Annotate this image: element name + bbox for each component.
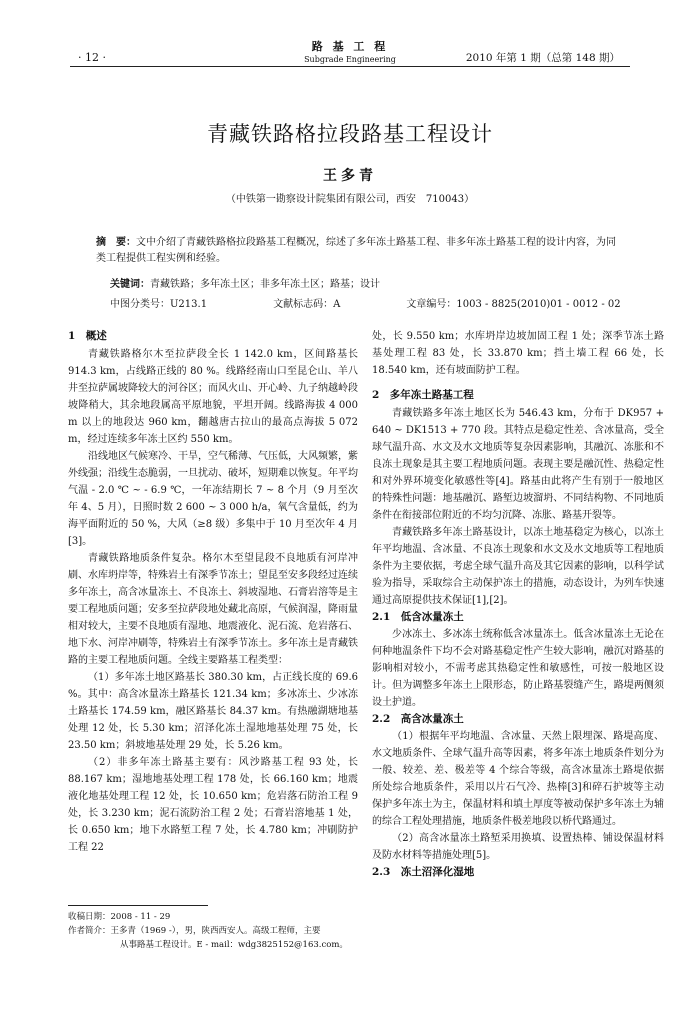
paragraph: 沿线地区气候寒冷、干旱，空气稀薄、气压低，大风频繁，紫外线强；沿线生态脆弱，一旦扰动、破坏，短期难以恢复。年平均气温 - 2.0 ℃ ~ - 6.9 ℃，一年冻结期长 7 ~ 8 个月（9 月至次年 4、5 月），日照时数 2 600 ~ 3 000 h/a，氧气含量低，约为海平面附近的 50 %，大风（≥8 级）多集中于 10 月至次年 4 月[3]。 [68, 451, 358, 547]
keywords-label: 关键词： [110, 279, 150, 290]
section-2-heading: 2 多年冻土路基工程 [372, 389, 474, 401]
author: 王多青 [323, 168, 377, 184]
journal-name-en: Subgrade Engineering [304, 55, 396, 64]
paragraph: （1）根据年平均地温、含冰量、天然上限埋深、路堤高度、水文地质条件、全球气温升高等因素，将多年冻土地质条件划分为一般、较差、差、极差等 4 个综合等级，高含冰量冻土路堤依据所处综合地质条件，采用以片石气冷、热棒[3]和碎石护坡等主动保护多年冻土为主，保温材料和填土厚度等被动保护多年冻土为辅的综合工程处理措施，地质条件极差地段以桥代路通过。 [372, 731, 664, 827]
classification-line [110, 295, 630, 310]
keywords [110, 275, 610, 290]
keywords-text: 青藏铁路；多年冻土区；非多年冻土区；路基；设计 [150, 279, 380, 290]
section-2-1-heading: 2.1 低含冰量冻土 [372, 611, 464, 623]
footnote [68, 910, 358, 952]
paragraph: （2）高含冰量冻土路堑采用换填、设置热棒、铺设保温材料及防水材料等措施处理[5]。 [372, 833, 664, 861]
affiliation: （中铁第一勘察设计院集团有限公司，西安 710043） [225, 194, 475, 205]
document-code: 文献标志码：A [273, 299, 341, 310]
section-1-heading: 1 概述 [68, 330, 107, 342]
right-column [372, 328, 664, 881]
paragraph: 青藏铁路多年冻土路基设计，以冻土地基稳定为核心，以冻土年平均地温、含冰量、不良冻土现象和水文及水文地质等工程地质条件为主要依据，考虑全球气温升高及其它因素的影响，以科学试验为指导，采取综合主动保护冻土的措施，动态设计，为列车快速通过高原提供技术保证[1],[2]。 [372, 527, 664, 606]
author-bio: 作者简介：王多青（1969 -），男，陕西西安人。高级工程师，主要 [68, 926, 321, 936]
clc-number: 中图分类号：U213.1 [110, 299, 208, 310]
article-number: 文章编号：1003 - 8825(2010)01 - 0012 - 02 [406, 299, 621, 310]
footnote-rule [68, 905, 208, 906]
paragraph: （2）非多年冻土路基主要有：风沙路基工程 93 处，长 88.167 km；湿地地基处理工程 178 处，长 66.160 km；地震液化地基处理工程 12 处，长 10.650 km；危岩落石防治工程 9 处，长 3.230 km；泥石流防治工程 2 处；石膏岩溶地基 1 处，长 0.650 km；地下水路堑工程 7 处，长 4.780 km；冲刷防护工程 22 [68, 757, 358, 853]
author-bio-cont: 从事路基工程设计。E - mail：wdg3825152@163.com。 [120, 940, 348, 950]
abstract [96, 235, 616, 267]
paragraph: 处，长 9.550 km；水库坍岸边坡加固工程 1 处；深季节冻土路基处理工程 83 处，长 33.870 km；挡土墙工程 66 处，长 18.540 km，还有坡面防护工程。 [372, 331, 664, 376]
paragraph: 青藏铁路格尔木至拉萨段全长 1 142.0 km，区间路基长 914.3 km，占线路正线的 80 %。线路经南山口至昆仑山、羊八井至拉萨属坡降较大的河谷区；而风火山、开心岭、九子纳越岭段坡降稍大，其余地段属高平原地貌，平坦开阔。线路海拔 4 000 m 以上的地段达 960 km，翻越唐古拉山的最高点海拔 5 072 m，经过连续多年冻土区约 550 km。 [68, 349, 358, 445]
abstract-label: 摘 要： [96, 237, 136, 248]
journal-name-cn: 路 基 工 程 [311, 40, 389, 53]
page-number: · 12 · [78, 51, 106, 64]
paragraph: 青藏铁路地质条件复杂。格尔木至望昆段不良地质有河岸冲刷、水库坍岸等，特殊岩土有深季节冻土；望昆至安多段经过连续多年冻土，高含冰量冻土、不良冻土、斜坡湿地、石膏岩溶等是主要工程地质问题；安多至拉萨段地处藏北高原，气候润湿，降雨量相对较大，主要不良地质有湿地、地震液化、泥石流、危岩落石、地下水、河岸冲刷等，特殊岩土有深季节冻土。多年冻土是青藏铁路的主要工程地质问题。全线主要路基工程类型： [68, 553, 358, 666]
abstract-text: 文中介绍了青藏铁路格拉段路基工程概况，综述了多年冻土路基工程、非多年冻土路基工程的设计内容，为同类工程提供工程实例和经验。 [96, 237, 616, 264]
header-rule [70, 66, 630, 67]
paragraph: 青藏铁路多年冻土地区长为 546.43 km，分布于 DK957 + 640 ~ DK1513 + 770 段。其特点是稳定性差、含冰量高，受全球气温升高、水文及水文地质等复杂因素影响，其融沉、冻胀和不良冻土现象是其主要工程地质问题。表现主要是融沉性、热稳定性和对外界环境变化敏感性等[4]。路基由此将产生有别于一般地区的特殊性问题：地基融沉、路堑边坡溜坍、不同结构物、不同地质条件在衔接部位附近的不均匀沉降、冻胀、路基开裂等。 [372, 408, 664, 521]
received-date: 收稿日期：2008 - 11 - 29 [68, 912, 171, 922]
paper-title: 青藏铁路格拉段路基工程设计 [207, 122, 493, 146]
paragraph: 少冰冻土、多冰冻土统称低含冰量冻土。低含冰量冻土无论在何种地温条件下均不会对路基稳定性产生较大影响，融沉对路基的影响相对较小，不需考虑其热稳定性和敏感性，可按一般地区设计。但为调整多年冻土上限形态，防止路基裂缝产生，路堤两侧须设土护道。 [372, 629, 664, 708]
paragraph: （1）多年冻土地区路基长 380.30 km，占正线长度的 69.6 %。其中：高含冰量冻土路基长 121.34 km；多冰冻土、少冰冻土路基长 174.59 km，融区路基长 84.37 km。有热融湖塘地基处理 12 处，长 5.30 km；沼泽化冻土湿地地基处理 75 处，长 23.50 km；斜坡地基处理 29 处，长 5.26 km。 [68, 672, 358, 751]
issue-info: 2010 年第 1 期（总第 148 期） [465, 52, 620, 64]
section-2-2-heading: 2.2 高含冰量冻土 [372, 713, 464, 725]
left-column [68, 328, 358, 856]
section-2-3-heading: 2.3 冻土沼泽化湿地 [372, 866, 475, 878]
